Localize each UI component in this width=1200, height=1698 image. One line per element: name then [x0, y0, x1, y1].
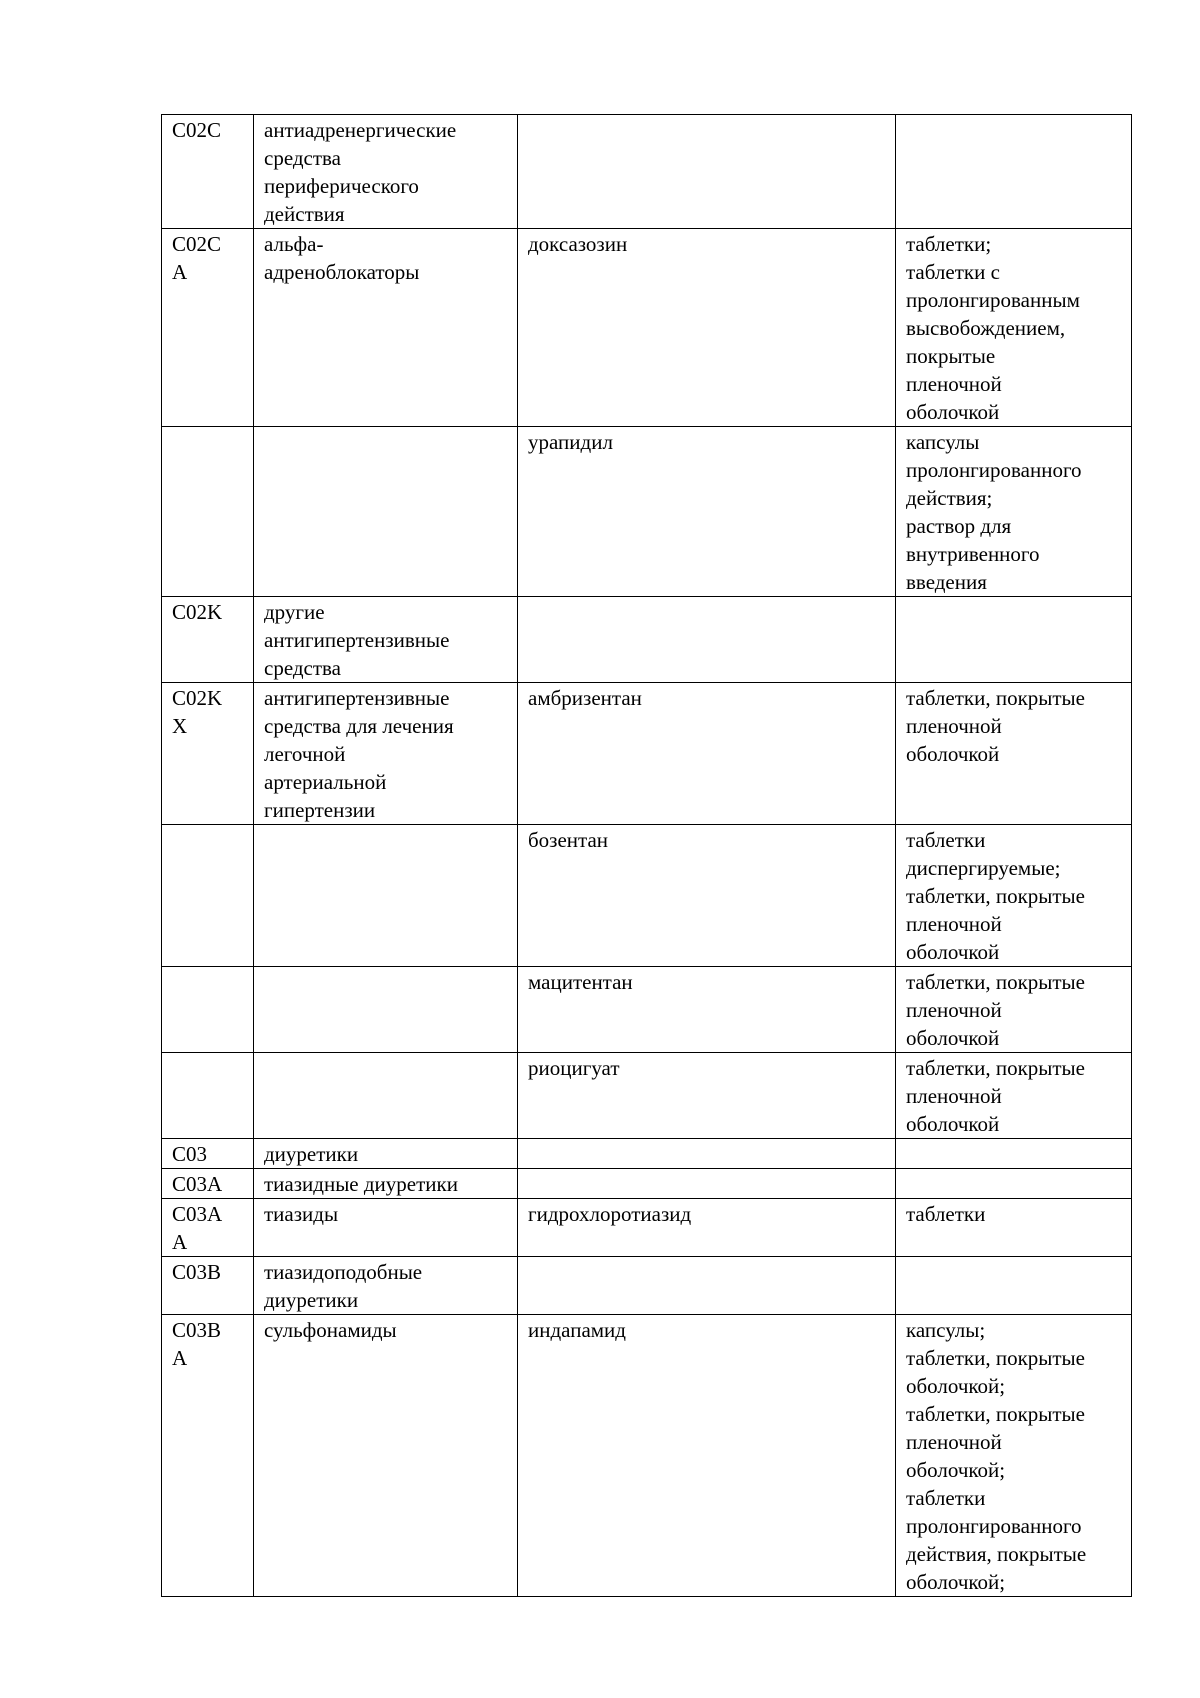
table-row [162, 967, 1132, 1053]
dosage-form-cell [896, 115, 1132, 229]
drug-name-cell [518, 597, 896, 683]
table-row [162, 427, 1132, 597]
dosage-form-cell [896, 597, 1132, 683]
atc-group-cell: другие антигипертензивные средства [254, 597, 518, 683]
dosage-form-cell [896, 1257, 1132, 1315]
dosage-form-cell: таблетки диспергируемые; таблетки, покрытые пленочной оболочкой [896, 825, 1132, 967]
dosage-form-cell: таблетки, покрытые пленочной оболочкой [896, 683, 1132, 825]
drug-name-cell: гидрохлоротиазид [518, 1199, 896, 1257]
drug-name-cell [518, 1139, 896, 1169]
table-row [162, 1315, 1132, 1597]
dosage-form-cell: капсулы; таблетки, покрытые оболочкой; таблетки, покрытые пленочной оболочкой; таблетки пролонгированного действия, покрытые оболочкой; [896, 1315, 1132, 1597]
atc-code-cell: C03A A [162, 1199, 254, 1257]
table-row [162, 1053, 1132, 1139]
drug-name-cell: мацитентан [518, 967, 896, 1053]
atc-group-cell: антигипертензивные средства для лечения легочной артериальной гипертензии [254, 683, 518, 825]
dosage-form-cell: таблетки, покрытые пленочной оболочкой [896, 1053, 1132, 1139]
atc-group-cell: сульфонамиды [254, 1315, 518, 1597]
atc-group-cell: тиазидоподобные диуретики [254, 1257, 518, 1315]
atc-group-cell [254, 1053, 518, 1139]
atc-group-cell [254, 967, 518, 1053]
atc-code-cell: C03B [162, 1257, 254, 1315]
atc-group-cell: альфа- адреноблокаторы [254, 229, 518, 427]
dosage-form-cell [896, 1169, 1132, 1199]
atc-group-cell [254, 427, 518, 597]
drug-name-cell [518, 1169, 896, 1199]
table-row [162, 229, 1132, 427]
drug-name-cell: урапидил [518, 427, 896, 597]
table-row [162, 1199, 1132, 1257]
atc-code-cell: C03B A [162, 1315, 254, 1597]
table-row [162, 825, 1132, 967]
atc-code-cell: C03 [162, 1139, 254, 1169]
atc-group-cell: диуретики [254, 1139, 518, 1169]
table-row [162, 115, 1132, 229]
atc-code-cell [162, 825, 254, 967]
drug-table [161, 114, 1132, 1597]
atc-code-cell: C02K [162, 597, 254, 683]
dosage-form-cell [896, 1139, 1132, 1169]
table-row [162, 1257, 1132, 1315]
table-row [162, 1169, 1132, 1199]
atc-code-cell: C02K X [162, 683, 254, 825]
atc-code-cell: C02C [162, 115, 254, 229]
table-row [162, 1139, 1132, 1169]
atc-code-cell [162, 427, 254, 597]
drug-name-cell: индапамид [518, 1315, 896, 1597]
table-row [162, 683, 1132, 825]
drug-name-cell: риоцигуат [518, 1053, 896, 1139]
dosage-form-cell: таблетки [896, 1199, 1132, 1257]
dosage-form-cell: капсулы пролонгированного действия; раствор для внутривенного введения [896, 427, 1132, 597]
table-row [162, 597, 1132, 683]
drug-name-cell: доксазозин [518, 229, 896, 427]
atc-group-cell [254, 825, 518, 967]
drug-name-cell: бозентан [518, 825, 896, 967]
atc-code-cell [162, 967, 254, 1053]
atc-code-cell [162, 1053, 254, 1139]
atc-group-cell: тиазидные диуретики [254, 1169, 518, 1199]
atc-group-cell: антиадренергические средства периферического действия [254, 115, 518, 229]
drug-name-cell: амбризентан [518, 683, 896, 825]
dosage-form-cell: таблетки, покрытые пленочной оболочкой [896, 967, 1132, 1053]
atc-code-cell: C02C A [162, 229, 254, 427]
dosage-form-cell: таблетки; таблетки с пролонгированным высвобождением, покрытые пленочной оболочкой [896, 229, 1132, 427]
drug-name-cell [518, 1257, 896, 1315]
drug-name-cell [518, 115, 896, 229]
atc-code-cell: C03A [162, 1169, 254, 1199]
atc-group-cell: тиазиды [254, 1199, 518, 1257]
